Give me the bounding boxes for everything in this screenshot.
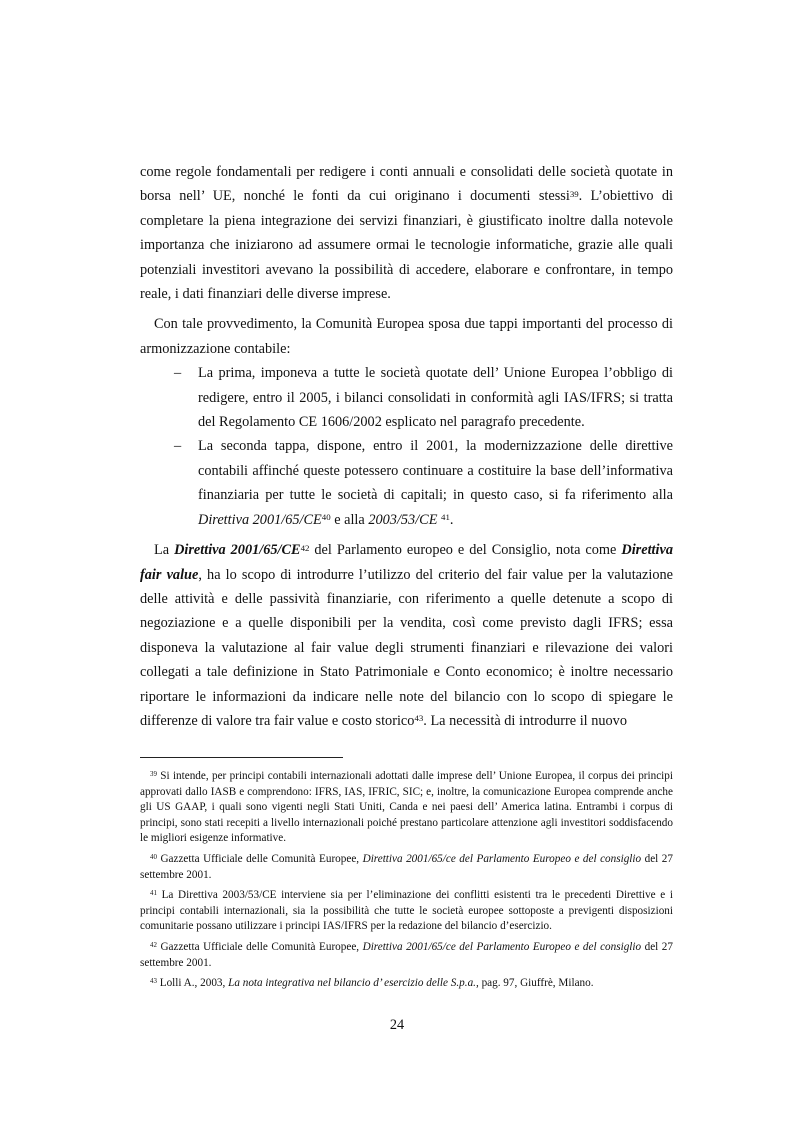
page-number: 24 bbox=[389, 1017, 405, 1033]
paragraph-1 bbox=[140, 160, 673, 306]
footnote-ref-39[interactable]: 39 bbox=[569, 188, 579, 199]
direttiva-fair-value-title: Direttiva fair value bbox=[140, 542, 673, 583]
paragraph-2: Con tale provvedimento, la Comunità Europea sposa due tappi importanti del processo di armonizzazione contabile: bbox=[140, 316, 673, 357]
paragraph-3: La Direttiva 2001/65/CE$^{42}$ del Parlamento europeo e del Consiglio, nota come Direttiva fair value, ha lo scopo di introdurre l’utilizzo del criterio del fair value per la valutazione delle attività e delle passività finanziarie, con riferimento a quelle detenute a scopo di negoziazione e a quelle disponibili per la vendita, così come previsto dagli IFRS; essa disponeva la valutazione al fair value degli strumenti finanziari e rilevazione dei valori collegati a tale definizione in Stato Patrimoniale e Conto economico; è inoltre necessario riportare le informazioni da indicare nelle note del bilancio con lo scopo di spiegare le differenze di valore tra fair value e costo storico$^{43}$. La necessità di introdurre il nuovo bbox=[140, 542, 673, 729]
footnote-39: $^{39}$ Si intende, per principi contabili internazionali adottati dalle imprese dell’ Unione Europea, il corpus dei principi approvati dallo IASB e comprendono: IFRS, IAS, IFRIC, SIC; e, inoltre, la comunicazione Europea comprende anche gli US GAAP, i quali sono vigenti negli Stati Uniti, Canda e nei paesi dell’ America latina. Entrambi i corpus di principi, sono stati recepiti a livello internazionali poiché prestano particolare attenzione agli investitori soddisfacendo le migliori esigenze informative. bbox=[140, 770, 673, 845]
footnote-ref-40[interactable]: 40 bbox=[321, 512, 331, 523]
direttiva-title: Direttiva 2001/65/CE bbox=[174, 542, 301, 559]
footnote-40: $^{40}$ Gazzetta Ufficiale delle Comunità Europee, Direttiva 2001/65/ce del Parlamento Europeo e del consiglio del 27 settembre 2001. bbox=[140, 852, 673, 881]
footnote-43: $^{43}$ Lolli A., 2003, La nota integrativa nel bilancio d’ esercizio delle S.p.a., pag. 97, Giuffrè, Milano. bbox=[150, 977, 594, 990]
footnote-separator bbox=[140, 757, 343, 758]
paragraph-1-text-cont: . L’obiettivo di completare la piena integrazione dei servizi finanziari, è giustificato inoltre dalla notevole importanza che iniziarono ad assumere ormai le tecnologie informatiche, grazie alle quali potenziali investitori avevano la possibilità di accedere, elaborare e confrontare, in tempo reale, i dati finanziari delle diverse imprese. bbox=[140, 188, 673, 303]
paragraph-1-text: come regole fondamentali per redigere i conti annuali e consolidati delle società quotate in borsa nell’ UE, nonché le fonti da cui originano i documenti stessi bbox=[140, 164, 673, 205]
footnote-41: $^{41}$ La Direttiva 2003/53/CE interviene sia per l’eliminazione dei conflitti esistenti tra le precedenti Direttive e i principi contabili internazionali, sia la possibilità che tutte le società europee sottoposte a previgenti disposizioni comunitarie possano utilizzare i principi IAS/IFRS per la redazione del bilancio d’esercizio. bbox=[140, 889, 673, 933]
direttiva-ref: 2003/53/CE bbox=[368, 511, 438, 528]
main-text bbox=[140, 160, 673, 733]
footnote-ref-43[interactable]: 43 bbox=[414, 713, 424, 724]
list-item: – La prima, imponeva a tutte le società quotate dell’ Unione Europea l’obbligo di redigere, entro il 2005, i bilanci consolidati in conformità agli IAS/IFRS; si tratta del Regolamento CE 1606/2002 esplicato nel paragrafo precedente. bbox=[198, 361, 673, 434]
footnote-42: $^{42}$ Gazzetta Ufficiale delle Comunità Europee, Direttiva 2001/65/ce del Parlamento Europeo e del consiglio del 27 settembre 2001. bbox=[140, 940, 673, 969]
direttiva-ref: Direttiva 2001/65/CE bbox=[198, 511, 322, 528]
footnotes bbox=[140, 769, 673, 997]
footnote-ref-42[interactable]: 42 bbox=[300, 542, 310, 553]
tappi-list bbox=[140, 361, 673, 532]
footnote-ref-41[interactable]: 41 bbox=[441, 512, 450, 523]
list-item: – La seconda tappa, dispone, entro il 2001, la modernizzazione delle direttive contabili affinché queste potessero continuare a costituire la base dell’informativa finanziaria per tutte le società di capitali; in questo caso, si fa riferimento alla Direttiva 2001/65/CE$^{40}$ e alla 2003/53/CE $^{41}$. bbox=[198, 434, 673, 532]
